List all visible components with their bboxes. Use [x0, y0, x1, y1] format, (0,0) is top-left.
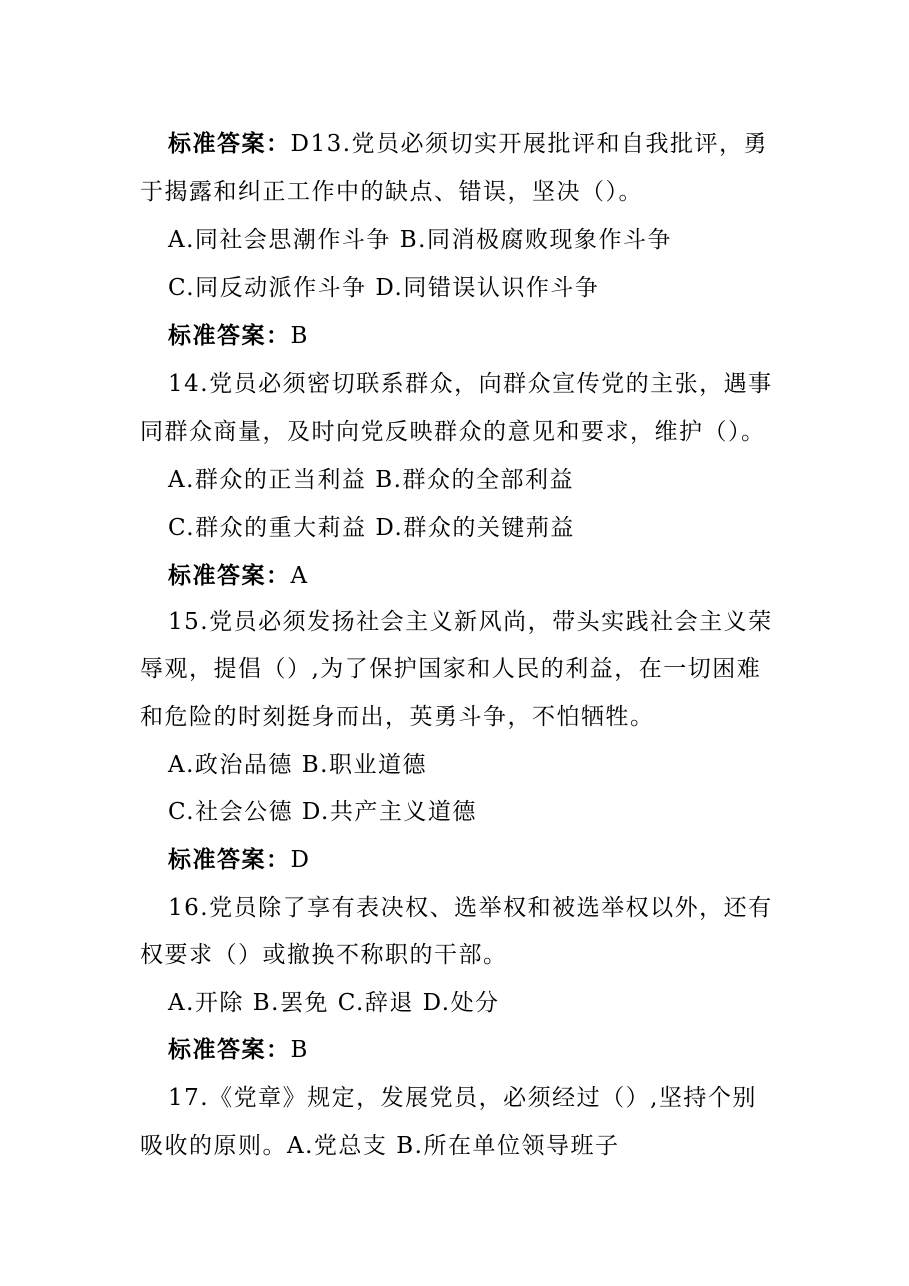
answer-label: 标准答案： — [168, 323, 291, 349]
question-text: 15.党员必须发扬社会主义新风尚，带头实践社会主义荣 — [168, 609, 773, 635]
question-text: 和危险的时刻挺身而出，英勇斗争，不怕牺牲。 — [140, 704, 655, 730]
answer-line — [168, 120, 808, 168]
question-text: 于揭露和纠正工作中的缺点、错误，坚决（）。 — [140, 179, 643, 205]
question-text: 17.《党章》规定，发展党员，必须经过（）,坚持个别 — [168, 1085, 757, 1111]
answer-label: 标准答案： — [168, 131, 291, 157]
answer-label: 标准答案： — [168, 563, 291, 589]
question-text: 辱观，提倡（）,为了保护国家和人民的利益，在一切困难 — [140, 656, 762, 682]
answer-value: D — [290, 847, 311, 873]
answer-label: 标准答案： — [168, 847, 291, 873]
answer-line — [168, 312, 808, 360]
option-line: A.开除 B.罢免 C.辞退 D.处分 — [168, 990, 500, 1016]
answer-value: B — [290, 1037, 309, 1063]
answer-line — [168, 1026, 808, 1074]
question-text: 14.党员必须密切联系群众，向群众宣传党的主张，遇事 — [168, 371, 773, 397]
question-text: 同群众商量，及时向党反映群众的意见和要求，维护（）。 — [140, 419, 766, 445]
question-text: 吸收的原则。A.党总支 B.所在单位领导班子 — [140, 1133, 620, 1159]
answer-line — [168, 836, 808, 884]
question-text: 权要求（）或撤换不称职的干部。 — [140, 942, 508, 968]
option-line: A.同社会思潮作斗争 B.同消极腐败现象作斗争 — [168, 227, 672, 253]
option-line: C.群众的重大莉益 D.群众的关键荊益 — [168, 515, 575, 541]
answer-label: 标准答案： — [168, 1037, 291, 1063]
option-line: C.社会公德 D.共产主义道德 — [168, 799, 477, 825]
option-line: C.同反动派作斗争 D.同错误认识作斗争 — [168, 275, 600, 301]
answer-line — [168, 552, 808, 600]
answer-value: B — [290, 323, 309, 349]
option-line: A.政治品德 B.职业道德 — [168, 752, 427, 778]
question-text: D13.党员必须切实开展批评和自我批评，勇 — [290, 131, 769, 157]
answer-value: A — [290, 563, 309, 589]
option-line: A.群众的正当利益 B.群众的全部利益 — [168, 467, 574, 493]
question-text: 16.党员除了享有表决权、选举权和被选举权以外，还有 — [168, 895, 773, 921]
